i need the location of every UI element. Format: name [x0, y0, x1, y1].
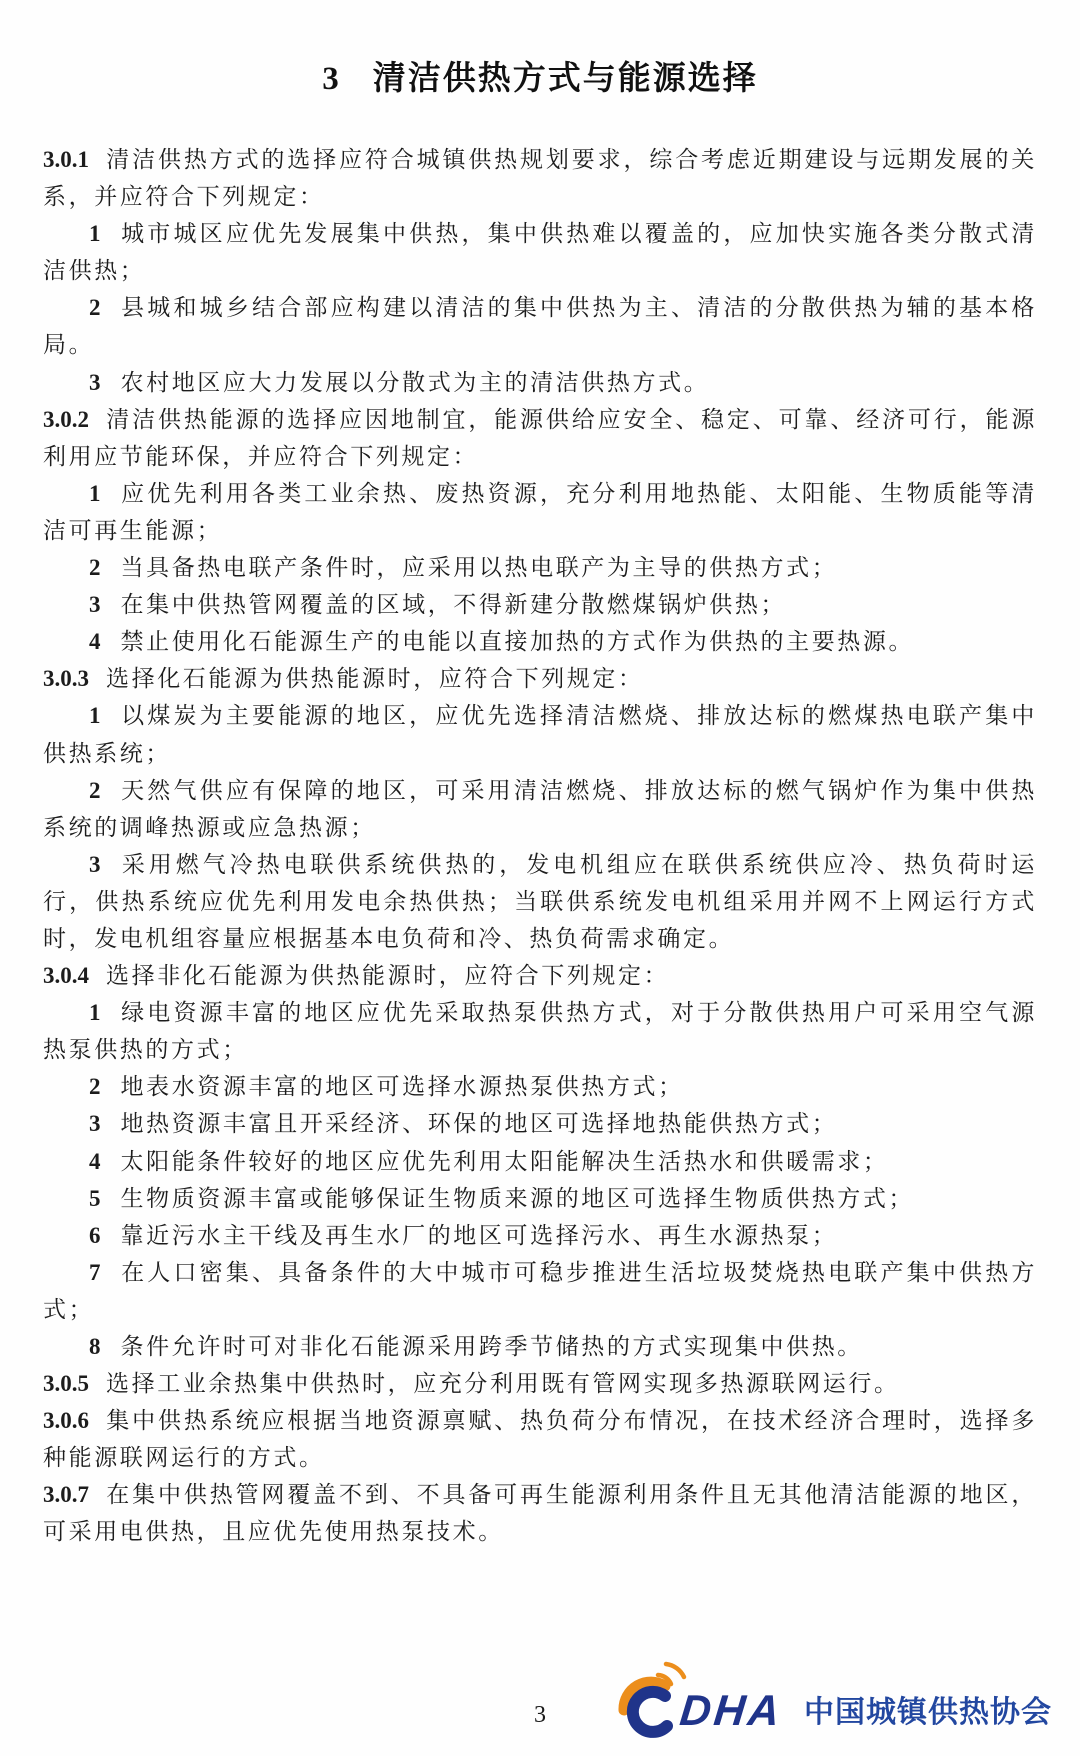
paragraph-number: 1 [89, 1000, 101, 1026]
item-paragraph [43, 475, 1037, 549]
item-paragraph [43, 1328, 1037, 1365]
clause-paragraph [43, 1365, 1037, 1402]
clause-paragraph [43, 1476, 1037, 1550]
paragraph-number: 1 [89, 221, 101, 247]
paragraph-number: 3.0.3 [43, 666, 89, 692]
clause-paragraph [43, 957, 1037, 994]
paragraph-text: 以煤炭为主要能源的地区，应优先选择清洁燃烧、排放达标的燃煤热电联产集中供热系统； [43, 703, 1037, 766]
paragraph-text: 应优先利用各类工业余热、废热资源，充分利用地热能、太阳能、生物质能等清洁可再生能源； [43, 480, 1037, 543]
paragraph-text: 清洁供热方式的选择应符合城镇供热规划要求，综合考虑近期建设与远期发展的关系，并应符合下列规定： [43, 147, 1037, 210]
clause-paragraph [43, 401, 1037, 475]
paragraph-text: 绿电资源丰富的地区应优先采取热泵供热方式，对于分散供热用户可采用空气源热泵供热的方式； [43, 1000, 1037, 1063]
paragraph-text: 选择非化石能源为供热能源时，应符合下列规定： [106, 963, 670, 989]
item-paragraph [43, 364, 1037, 401]
paragraph-text: 靠近污水主干线及再生水厂的地区可选择污水、再生水源热泵； [120, 1222, 838, 1248]
paragraph-number: 1 [89, 703, 101, 729]
paragraph-text: 在集中供热管网覆盖的区域，不得新建分散燃煤锅炉供热； [120, 592, 787, 618]
item-paragraph [43, 1217, 1037, 1254]
paragraph-text: 当具备热电联产条件时，应采用以热电联产为主导的供热方式； [120, 555, 838, 581]
paragraph-number: 2 [89, 555, 101, 581]
paragraph-text: 采用燃气冷热电联供系统供热的，发电机组应在联供系统供应冷、热负荷时运行，供热系统应优先利用发电余热供热；当联供系统发电机组采用并网不上网运行方式时，发电机组容量应根据基本电负荷和冷、热负荷需求确定。 [43, 851, 1037, 951]
item-paragraph [43, 1105, 1037, 1142]
paragraph-number: 8 [89, 1334, 101, 1359]
paragraph-number: 2 [89, 295, 101, 321]
item-paragraph [43, 846, 1037, 957]
item-paragraph [43, 215, 1037, 289]
item-paragraph [43, 623, 1037, 660]
clause-paragraph [43, 141, 1037, 215]
paragraph-text: 城市城区应优先发展集中供热，集中供热难以覆盖的，应加快实施各类分散式清洁供热； [43, 221, 1037, 284]
chapter-title-text: 清洁供热方式与能源选择 [372, 61, 758, 97]
item-paragraph [43, 772, 1037, 846]
logo-association-name: 中国城镇供热协会 [804, 1696, 1052, 1729]
paragraph-number: 3.0.7 [43, 1482, 89, 1508]
paragraph-number: 3 [89, 851, 101, 877]
paragraph-text: 条件允许时可对非化石能源采用跨季节储热的方式实现集中供热。 [120, 1334, 863, 1359]
paragraph-number: 3.0.4 [43, 963, 89, 989]
paragraph-text: 太阳能条件较好的地区应优先利用太阳能解决生活热水和供暖需求； [120, 1148, 889, 1174]
item-paragraph [43, 1143, 1037, 1180]
item-paragraph [43, 697, 1037, 771]
document-body [43, 141, 1037, 1551]
item-paragraph [43, 289, 1037, 363]
paragraph-text: 集中供热系统应根据当地资源禀赋、热负荷分布情况，在技术经济合理时，选择多种能源联网运行的方式。 [43, 1408, 1037, 1471]
paragraph-text: 地热资源丰富且开采经济、环保的地区可选择地热能供热方式； [120, 1111, 838, 1137]
page-number: 3 [534, 1702, 546, 1728]
paragraph-number: 3.0.1 [43, 147, 89, 172]
paragraph-text: 县城和城乡结合部应构建以清洁的集中供热为主、清洁的分散供热为辅的基本格局。 [43, 295, 1037, 358]
paragraph-text: 在人口密集、具备条件的大中城市可稳步推进生活垃圾焚烧热电联产集中供热方式； [43, 1259, 1037, 1322]
paragraph-number: 4 [89, 629, 101, 655]
paragraph-text: 地表水资源丰富的地区可选择水源热泵供热方式； [120, 1074, 684, 1100]
item-paragraph [43, 1068, 1037, 1105]
paragraph-text: 禁止使用化石能源生产的电能以直接加热的方式作为供热的主要热源。 [120, 629, 915, 655]
paragraph-text: 生物质资源丰富或能够保证生物质来源的地区可选择生物质供热方式； [120, 1185, 915, 1211]
item-paragraph [43, 994, 1037, 1068]
chapter-title [0, 0, 1080, 99]
paragraph-number: 3.0.5 [43, 1371, 89, 1397]
association-logo [616, 1652, 1052, 1744]
clause-paragraph [43, 1402, 1037, 1476]
paragraph-text: 农村地区应大力发展以分散式为主的清洁供热方式。 [120, 369, 710, 395]
paragraph-text: 在集中供热管网覆盖不到、不具备可再生能源利用条件且无其他清洁能源的地区，可采用电供热，且应优先使用热泵技术。 [43, 1482, 1037, 1545]
paragraph-number: 3.0.2 [43, 406, 89, 432]
paragraph-number: 1 [89, 480, 101, 506]
paragraph-number: 3 [89, 369, 101, 395]
item-paragraph [43, 1180, 1037, 1217]
paragraph-number: 7 [89, 1259, 101, 1285]
paragraph-number: 4 [89, 1148, 101, 1174]
paragraph-text: 选择工业余热集中供热时，应充分利用既有管网实现多热源联网运行。 [106, 1371, 900, 1397]
paragraph-text: 天然气供应有保障的地区，可采用清洁燃烧、排放达标的燃气锅炉作为集中供热系统的调峰热源或应急热源； [43, 777, 1037, 840]
chapter-number: 3 [322, 61, 339, 97]
paragraph-number: 3 [89, 592, 101, 618]
paragraph-number: 3 [89, 1111, 101, 1137]
paragraph-number: 2 [89, 777, 101, 803]
item-paragraph [43, 1254, 1037, 1328]
paragraph-text: 清洁供热能源的选择应因地制宜，能源供给应安全、稳定、可靠、经济可行，能源利用应节能环保，并应符合下列规定： [43, 406, 1037, 469]
paragraph-number: 2 [89, 1074, 101, 1100]
paragraph-number: 3.0.6 [43, 1408, 89, 1434]
logo-abbr-text: DHA [677, 1686, 785, 1735]
paragraph-text: 选择化石能源为供热能源时，应符合下列规定： [106, 666, 644, 692]
item-paragraph [43, 586, 1037, 623]
paragraph-number: 5 [89, 1185, 101, 1211]
item-paragraph [43, 549, 1037, 586]
paragraph-number: 6 [89, 1222, 101, 1248]
clause-paragraph [43, 660, 1037, 697]
